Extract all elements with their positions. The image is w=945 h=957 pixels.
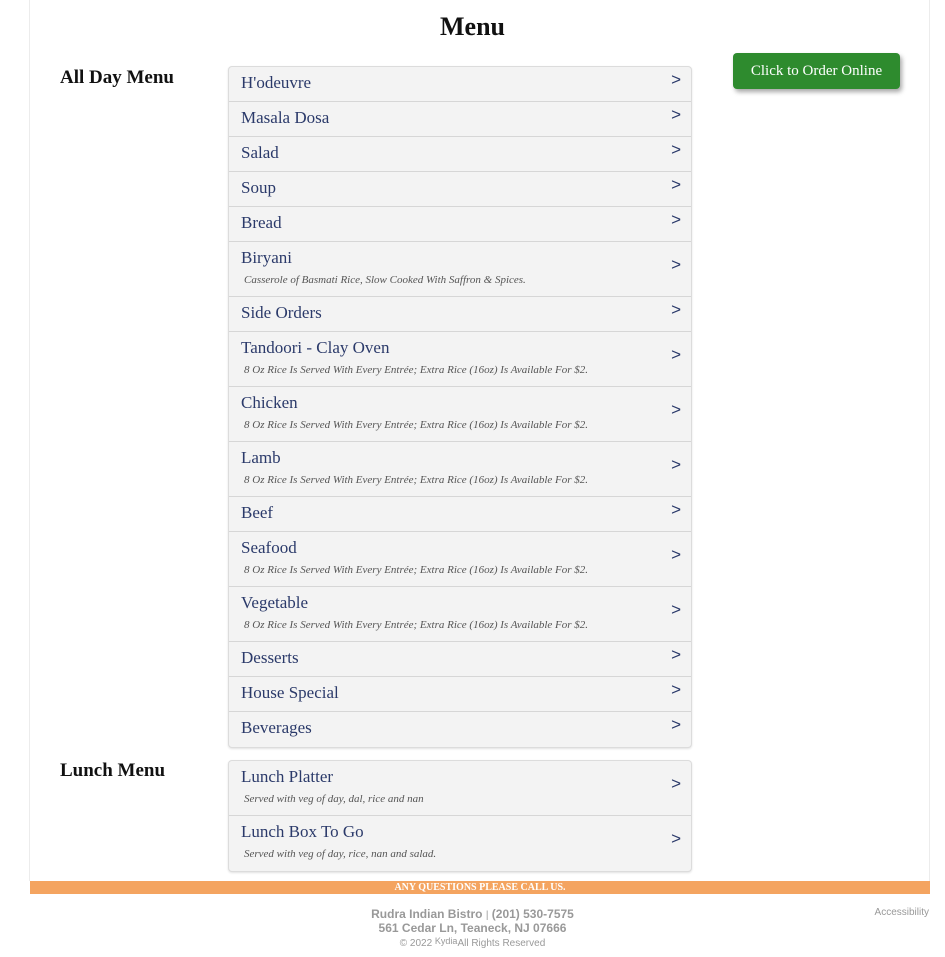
- footer-address: 561 Cedar Ln, Teaneck, NJ 07666: [378, 921, 567, 935]
- chevron-right-icon: >: [671, 210, 681, 229]
- chevron-right-icon: >: [671, 645, 681, 664]
- category-name: Beef: [241, 503, 274, 522]
- category-lunch-platter[interactable]: [229, 761, 691, 816]
- category-name: Vegetable: [241, 593, 309, 612]
- category-beef[interactable]: [229, 497, 691, 532]
- chevron-right-icon: >: [671, 300, 681, 319]
- category-beverages[interactable]: [229, 712, 691, 747]
- category-lamb[interactable]: [229, 442, 691, 497]
- category-name: Lunch Box To Go: [241, 822, 364, 841]
- category-biryani[interactable]: [229, 242, 691, 297]
- restaurant-name: Rudra Indian Bistro: [371, 907, 483, 921]
- chevron-right-icon: >: [671, 500, 681, 519]
- category-name: Bread: [241, 213, 282, 232]
- section-label-lunch-menu: Lunch Menu: [60, 760, 166, 781]
- category-name: Lamb: [241, 448, 281, 467]
- category-name: Chicken: [241, 393, 298, 412]
- category-seafood[interactable]: [229, 532, 691, 587]
- lunch-menu-list: [228, 760, 692, 872]
- chevron-right-icon: >: [671, 345, 681, 364]
- footer-separator: |: [485, 910, 489, 921]
- chevron-right-icon: >: [671, 255, 681, 274]
- chevron-right-icon: >: [671, 600, 681, 619]
- category-name: Seafood: [241, 538, 297, 557]
- category-tandoori-clay-oven[interactable]: [229, 332, 691, 387]
- category-side-orders[interactable]: [229, 297, 691, 332]
- category-description: 8 Oz Rice Is Served With Every Entrée; Extra Rice (16oz) Is Available For $2.: [244, 364, 589, 376]
- category-name: Biryani: [241, 248, 292, 267]
- chevron-right-icon: >: [671, 680, 681, 699]
- all-day-menu-list: [228, 66, 692, 748]
- chevron-right-icon: >: [671, 715, 681, 734]
- category-masala-dosa[interactable]: [229, 102, 691, 137]
- phone-link[interactable]: (201) 530-7575: [491, 907, 574, 921]
- section-label-all-day-menu: All Day Menu: [60, 67, 174, 88]
- category-description: 8 Oz Rice Is Served With Every Entrée; Extra Rice (16oz) Is Available For $2.: [244, 474, 589, 486]
- order-online-button[interactable]: Click to Order Online: [733, 53, 900, 89]
- category-description: Served with veg of day, dal, rice and nan: [244, 793, 424, 805]
- page-title: Menu: [440, 12, 505, 41]
- category-name: Soup: [241, 178, 276, 197]
- category-salad[interactable]: [229, 137, 691, 172]
- category-description: 8 Oz Rice Is Served With Every Entrée; Extra Rice (16oz) Is Available For $2.: [244, 564, 589, 576]
- category-name: H'odeuvre: [241, 73, 312, 92]
- category-chicken[interactable]: [229, 387, 691, 442]
- questions-bar: ANY QUESTIONS PLEASE CALL US.: [30, 881, 930, 894]
- category-description: 8 Oz Rice Is Served With Every Entrée; Extra Rice (16oz) Is Available For $2.: [244, 419, 589, 431]
- category-name: Salad: [241, 143, 279, 162]
- kydia-link[interactable]: Kydia: [434, 936, 458, 946]
- category-house-special[interactable]: [229, 677, 691, 712]
- accessibility-link[interactable]: Accessibility: [874, 907, 929, 918]
- category-name: Desserts: [241, 648, 299, 667]
- copyright-text: © 2022: [399, 938, 433, 949]
- rights-text: All Rights Reserved: [457, 938, 546, 949]
- category-description: 8 Oz Rice Is Served With Every Entrée; Extra Rice (16oz) Is Available For $2.: [244, 619, 589, 631]
- footer-contact: [0, 907, 945, 921]
- category-bread[interactable]: [229, 207, 691, 242]
- chevron-right-icon: >: [671, 545, 681, 564]
- category-lunch-box-to-go[interactable]: [229, 816, 691, 871]
- chevron-right-icon: >: [671, 105, 681, 124]
- category-name: Beverages: [241, 718, 312, 737]
- category-vegetable[interactable]: [229, 587, 691, 642]
- chevron-right-icon: >: [671, 774, 681, 793]
- category-description: Served with veg of day, rice, nan and salad.: [244, 848, 437, 860]
- footer-copyright: [0, 938, 945, 949]
- chevron-right-icon: >: [671, 70, 681, 89]
- category-name: Side Orders: [241, 303, 322, 322]
- category-description: Casserole of Basmati Rice, Slow Cooked With Saffron & Spices.: [244, 274, 526, 286]
- category-soup[interactable]: [229, 172, 691, 207]
- category-name: Lunch Platter: [241, 767, 334, 786]
- category-hodeuvre[interactable]: [229, 67, 691, 102]
- category-name: Masala Dosa: [241, 108, 330, 127]
- chevron-right-icon: >: [671, 175, 681, 194]
- category-name: Tandoori - Clay Oven: [241, 338, 390, 357]
- category-name: House Special: [241, 683, 339, 702]
- chevron-right-icon: >: [671, 455, 681, 474]
- chevron-right-icon: >: [671, 400, 681, 419]
- chevron-right-icon: >: [671, 140, 681, 159]
- chevron-right-icon: >: [671, 829, 681, 848]
- category-desserts[interactable]: [229, 642, 691, 677]
